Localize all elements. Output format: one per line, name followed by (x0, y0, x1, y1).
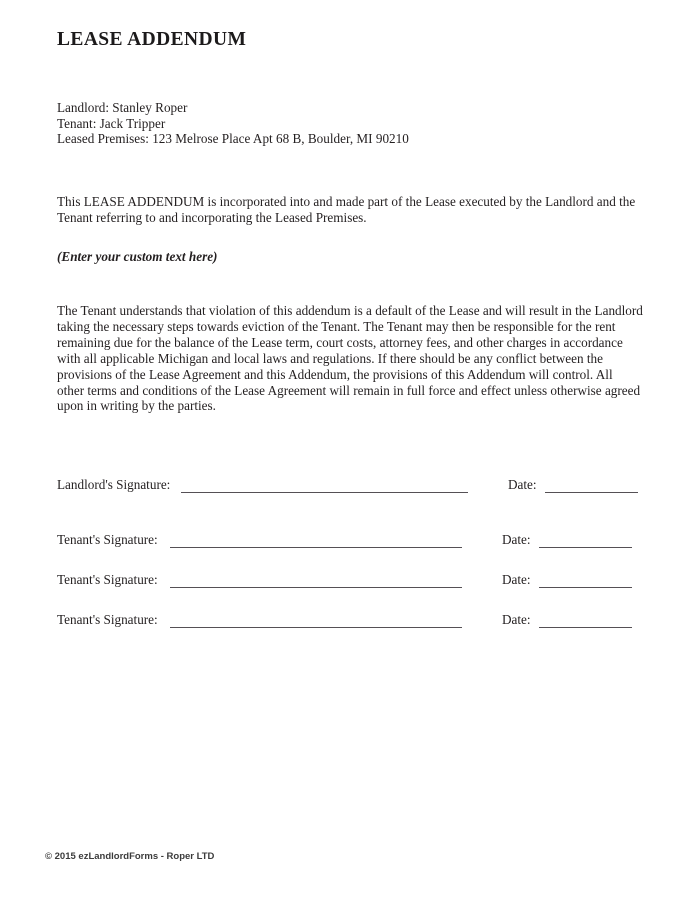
tenant-date-field[interactable] (539, 627, 632, 628)
parties-block (57, 100, 409, 147)
landlord-date-label: Date: (508, 477, 537, 492)
signature-row-tenant-2 (57, 572, 643, 592)
intro-paragraph: This LEASE ADDENDUM is incorporated into and made part of the Lease executed by the Landlord and the Tenant referring to and incorporating the Leased Premises. (57, 194, 636, 225)
custom-text-placeholder: (Enter your custom text here) (57, 249, 218, 264)
signature-row-tenant-1 (57, 532, 643, 552)
landlord-date-field[interactable] (545, 492, 638, 493)
tenant-signature-field[interactable] (170, 627, 462, 628)
signature-row-landlord (57, 477, 643, 497)
footer-copyright: © 2015 ezLandlordForms - Roper LTD (45, 851, 215, 862)
tenant-signature-label: Tenant's Signature: (57, 572, 158, 587)
landlord-line: Landlord: Stanley Roper (57, 100, 188, 115)
legal-paragraph: The Tenant understands that violation of this addendum is a default of the Lease and will result in the Landlord taking the necessary steps towards eviction of the Tenant. The Tenant may then be responsible for the rent remaining due for the balance of the Lease term, court costs, attorney fees, and other charges in accordance with all applicable Michigan and local laws and regulations. If there should be any conflict between the provisions of the Lease Agreement and this Addendum, the provisions of this Addendum will control. All other terms and conditions of the Lease Agreement will remain in full force and effect unless otherwise agreed upon in writing by the parties. (57, 303, 643, 414)
tenant-signature-label: Tenant's Signature: (57, 532, 158, 547)
tenant-date-label: Date: (502, 572, 531, 587)
landlord-signature-label: Landlord's Signature: (57, 477, 171, 492)
tenant-date-label: Date: (502, 612, 531, 627)
signature-row-tenant-3 (57, 612, 643, 632)
signature-block (57, 477, 643, 652)
tenant-date-field[interactable] (539, 547, 632, 548)
landlord-signature-field[interactable] (181, 492, 468, 493)
tenant-signature-label: Tenant's Signature: (57, 612, 158, 627)
tenant-line: Tenant: Jack Tripper (57, 115, 166, 131)
tenant-signature-field[interactable] (170, 587, 462, 588)
tenant-date-label: Date: (502, 532, 531, 547)
leased-premises-line: Leased Premises: 123 Melrose Place Apt 68 B, Boulder, MI 90210 (57, 131, 409, 147)
tenant-signature-field[interactable] (170, 547, 462, 548)
page-title: LEASE ADDENDUM (57, 29, 247, 50)
tenant-date-field[interactable] (539, 587, 632, 588)
